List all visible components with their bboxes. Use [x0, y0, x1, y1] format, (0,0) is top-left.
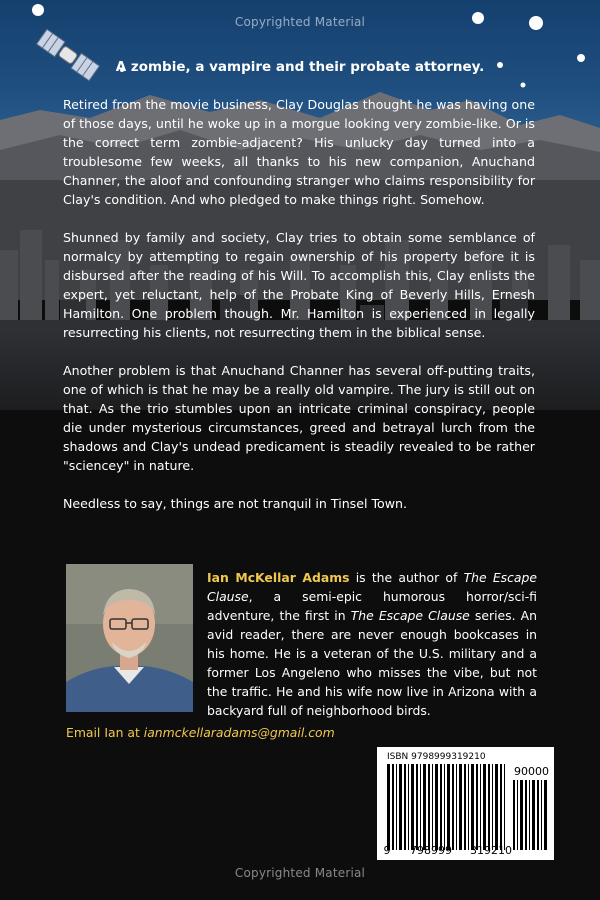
barcode-bar	[452, 764, 454, 850]
isbn-digit-group-1: 798999	[410, 844, 452, 857]
barcode-bar	[504, 764, 505, 850]
barcode-bar	[416, 764, 418, 850]
author-photo	[66, 564, 193, 712]
book-title-2: The Escape Clause	[350, 608, 470, 623]
tagline: A zombie, a vampire and their probate attorney.	[115, 59, 485, 75]
isbn-digit-group-2: 319210	[470, 844, 512, 857]
barcode-bar	[435, 764, 438, 850]
barcode-bar	[444, 764, 445, 850]
barcode-bar	[537, 780, 539, 850]
barcode-bar	[423, 764, 426, 850]
barcode-bar	[532, 780, 535, 850]
barcode-bar	[541, 780, 542, 850]
barcode-bar	[387, 764, 390, 850]
barcode-bar	[396, 764, 397, 850]
author-name: Ian McKellar Adams	[207, 570, 350, 585]
barcode-bar	[392, 764, 394, 850]
barcode-bar	[432, 764, 433, 850]
isbn-digit-first: 9	[383, 844, 391, 857]
blurb-paragraph-2: Shunned by family and society, Clay tries to obtain some semblance of normalcy by attempting to regain ownership of his property before it is disbursed after the reading of his Will. To accomplish this, Clay enlists the expert, yet reluctant, help of the Probate King of Beverly Hills, Ernesh Hamilton. One problem though. Mr. Hamilton is experienced in legally resurrecting his clients, not resurrecting them in the biblical sense.	[63, 230, 535, 340]
email-label: Email Ian at	[66, 725, 144, 740]
bio-text-1: is the author of	[349, 570, 464, 585]
barcode-bar	[447, 764, 450, 850]
barcode-bar	[411, 764, 414, 850]
barcode-bar	[428, 764, 430, 850]
barcode-bar	[483, 764, 486, 850]
barcode-bar	[488, 764, 490, 850]
barcode-bar	[517, 780, 518, 850]
book-title-1: The Escape Clause	[207, 570, 537, 604]
barcode-bar	[440, 764, 442, 850]
barcode-bar	[495, 764, 498, 850]
barcode-bar	[500, 764, 502, 850]
barcode-bar	[480, 764, 481, 850]
bio-text-3: series. An avid reader, there are never enough bookcases in his home. He is a veteran of the U.S. military and a former Los Angeleno who misses the vibe, but not the traffic. He and his wife now live in Arizona with a backyard full of neighborhood birds.	[207, 608, 537, 718]
barcode-bar	[492, 764, 493, 850]
barcode-bar	[468, 764, 469, 850]
isbn-digits	[377, 844, 554, 857]
barcode-bar	[529, 780, 530, 850]
isbn-barcode	[377, 747, 554, 860]
barcode-bar	[464, 764, 466, 850]
barcode-bar	[459, 764, 462, 850]
author-email-line	[66, 725, 335, 740]
blurb-paragraph-1: Retired from the movie business, Clay Douglas thought he was having one of those days, until he woke up in a morgue looking very zombie-like. Or is the correct term zombie-adjacent? His unlucky day turned into a troublesome few weeks, all thanks to his new companion, Anuchand Channer, the aloof and confounding stranger who claims responsibility for Clay's condition. And who pledged to make things right. Somehow.	[63, 97, 535, 207]
blurb-paragraph-3: Another problem is that Anuchand Channer has several off-putting traits, one of which is that he may be a really old vampire. The jury is still out on that. As the trio stumbles upon an intricate criminal conspiracy, people die under mysterious circumstances, greed and betrayal lurch from the shadows and Clay's undead predicament is steadily revealed to be rather "sciencey" in nature.	[63, 363, 535, 473]
barcode-bar	[544, 780, 547, 850]
bio-text-2: , a semi-epic humorous horror/sci-fi adventure, the first in	[207, 589, 537, 623]
barcode-bar	[420, 764, 421, 850]
barcode-bar	[525, 780, 527, 850]
barcode-bar	[456, 764, 457, 850]
book-blurb	[63, 95, 535, 532]
barcode-bar	[399, 764, 402, 850]
barcode-bar	[520, 780, 523, 850]
barcode-bar	[471, 764, 474, 850]
barcode-bar	[513, 780, 515, 850]
watermark-top: Copyrighted Material	[234, 15, 366, 29]
barcode-bar	[476, 764, 478, 850]
email-address-link[interactable]: ianmckellaradams@gmail.com	[143, 725, 335, 740]
blurb-paragraph-4: Needless to say, things are not tranquil in Tinsel Town.	[63, 496, 408, 511]
barcode-bar	[404, 764, 406, 850]
isbn-label: ISBN 9798999319210	[387, 752, 486, 762]
author-bio	[207, 568, 537, 720]
watermark-bottom: Copyrighted Material	[234, 866, 366, 880]
barcode-bar	[408, 764, 409, 850]
price-code: 90000	[514, 765, 549, 778]
